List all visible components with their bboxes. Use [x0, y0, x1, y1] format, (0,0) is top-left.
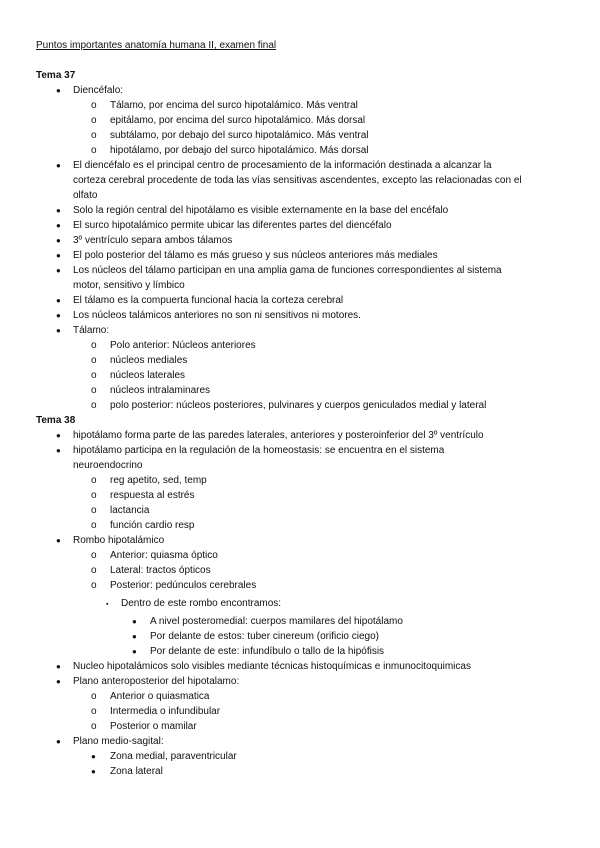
- bullet-dot-icon: [56, 83, 61, 98]
- bullet-dot-icon: [56, 158, 61, 173]
- list-subitem: lactancia: [110, 505, 150, 516]
- list-subitem: Zona medial, paraventricular: [110, 751, 237, 762]
- list-item: Los núcleos del tálamo participan en una amplia gama de funciones correspondientes al sistema: [73, 265, 502, 276]
- bullet-dot-icon: [56, 233, 61, 248]
- list-item: Solo la región central del hipotálamo es visible externamente en la base del encéfalo: [73, 205, 449, 216]
- list-item-continuation: motor, sensitivo y límbico: [73, 280, 185, 291]
- list-item: El diencéfalo es el principal centro de procesamiento de la información destinada a alcanzar la: [73, 160, 492, 171]
- list-level4-item: Por delante de estos: tuber cinereum (orificio ciego): [150, 631, 380, 642]
- list-item: Diencéfalo:: [73, 85, 124, 96]
- bullet-circle-icon: [91, 128, 97, 143]
- list-item: Plano medio-sagital:: [73, 736, 164, 747]
- bullet-dot-icon: [91, 749, 96, 764]
- list-item-continuation: corteza cerebral procedente de toda las vías sensitivas ascendentes, excepto las relacionadas con el: [73, 175, 522, 186]
- bullet-dot-icon: [56, 443, 61, 458]
- bullet-dot-icon: [56, 203, 61, 218]
- list-subitem: respuesta al estrés: [110, 490, 195, 501]
- bullet-dot-icon: [56, 263, 61, 278]
- bullet-circle-icon: [91, 368, 97, 383]
- list-subitem: Anterior o quiasmatica: [110, 691, 210, 702]
- list-item: 3º ventrículo separa ambos tálamos: [73, 235, 233, 246]
- list-subitem: Polo anterior: Núcleos anteriores: [110, 340, 256, 351]
- bullet-circle-icon: [91, 353, 97, 368]
- bullet-circle-icon: [91, 563, 97, 578]
- list-subsubitem: Dentro de este rombo encontramos:: [121, 598, 282, 609]
- bullet-circle-icon: [91, 704, 97, 719]
- bullet-dot-icon: [132, 614, 137, 629]
- bullet-dot-icon: [56, 308, 61, 323]
- bullet-dot-icon: [56, 323, 61, 338]
- list-item: El tálamo es la compuerta funcional hacia la corteza cerebral: [73, 295, 344, 306]
- bullet-circle-icon: [91, 689, 97, 704]
- bullet-circle-icon: [91, 488, 97, 503]
- bullet-dot-icon: [56, 428, 61, 443]
- bullet-dot-icon: [56, 659, 61, 674]
- bullet-circle-icon: [91, 383, 97, 398]
- bullet-square-icon: [106, 596, 108, 612]
- list-subitem: Tálamo, por encima del surco hipotalámico. Más ventral: [110, 100, 358, 111]
- bullet-circle-icon: [91, 518, 97, 533]
- bullet-circle-icon: [91, 473, 97, 488]
- document-title: Puntos importantes anatomía humana II, examen final: [36, 40, 277, 51]
- list-item: Rombo hipotalámico: [73, 535, 165, 546]
- bullet-circle-icon: [91, 98, 97, 113]
- bullet-circle-icon: [91, 719, 97, 734]
- list-subitem: núcleos intralaminares: [110, 385, 211, 396]
- list-item: Los núcleos talámicos anteriores no son ni sensitivos ni motores.: [73, 310, 361, 321]
- list-subitem: núcleos mediales: [110, 355, 188, 366]
- bullet-dot-icon: [56, 674, 61, 689]
- bullet-dot-icon: [132, 629, 137, 644]
- bullet-dot-icon: [56, 248, 61, 263]
- list-subitem: reg apetito, sed, temp: [110, 475, 207, 486]
- bullet-dot-icon: [91, 764, 96, 779]
- bullet-dot-icon: [56, 734, 61, 749]
- bullet-dot-icon: [132, 644, 137, 659]
- bullet-dot-icon: [56, 293, 61, 308]
- list-subitem: hipotálamo, por debajo del surco hipotalámico. Más dorsal: [110, 145, 369, 156]
- bullet-circle-icon: [91, 398, 97, 413]
- bullet-dot-icon: [56, 533, 61, 548]
- list-item: El surco hipotalámico permite ubicar las diferentes partes del diencéfalo: [73, 220, 392, 231]
- bullet-circle-icon: [91, 143, 97, 158]
- bullet-dot-icon: [56, 218, 61, 233]
- list-item: Tálamo:: [73, 325, 110, 336]
- list-subitem: Lateral: tractos ópticos: [110, 565, 211, 576]
- list-item: Nucleo hipotalámicos solo visibles mediante técnicas histoquímicas e inmunocitoquimicas: [73, 661, 471, 672]
- heading-tema-38: Tema 38: [36, 415, 76, 426]
- list-subitem: Posterior o mamilar: [110, 721, 197, 732]
- bullet-circle-icon: [91, 503, 97, 518]
- list-subitem: Zona lateral: [110, 766, 163, 777]
- list-item-continuation: neuroendocrino: [73, 460, 143, 471]
- bullet-circle-icon: [91, 548, 97, 563]
- list-level4-item: Por delante de este: infundíbulo o tallo de la hipófisis: [150, 646, 385, 657]
- list-subitem: subtálamo, por debajo del surco hipotalámico. Más ventral: [110, 130, 369, 141]
- list-subitem: Posterior: pedúnculos cerebrales: [110, 580, 257, 591]
- list-subitem: núcleos laterales: [110, 370, 186, 381]
- bullet-circle-icon: [91, 578, 97, 593]
- list-subitem: función cardio resp: [110, 520, 195, 531]
- bullet-circle-icon: [91, 338, 97, 353]
- list-item: El polo posterior del tálamo es más grueso y sus núcleos anteriores más mediales: [73, 250, 438, 261]
- heading-tema-37: Tema 37: [36, 70, 76, 81]
- bullet-circle-icon: [91, 113, 97, 128]
- list-item: hipotálamo forma parte de las paredes laterales, anteriores y posteroinferior del 3º ventrículo: [73, 430, 484, 441]
- list-subitem: polo posterior: núcleos posteriores, pulvinares y cuerpos geniculados medial y lateral: [110, 400, 487, 411]
- list-item-continuation: olfato: [73, 190, 98, 201]
- list-item: hipotálamo participa en la regulación de la homeostasis: se encuentra en el sistema: [73, 445, 445, 456]
- list-level4-item: A nivel posteromedial: cuerpos mamilares del hipotálamo: [150, 616, 403, 627]
- list-subitem: Intermedia o infundibular: [110, 706, 221, 717]
- list-subitem: Anterior: quiasma óptico: [110, 550, 218, 561]
- list-subitem: epitálamo, por encima del surco hipotalámico. Más dorsal: [110, 115, 366, 126]
- list-item: Plano anteroposterior del hipotalamo:: [73, 676, 240, 687]
